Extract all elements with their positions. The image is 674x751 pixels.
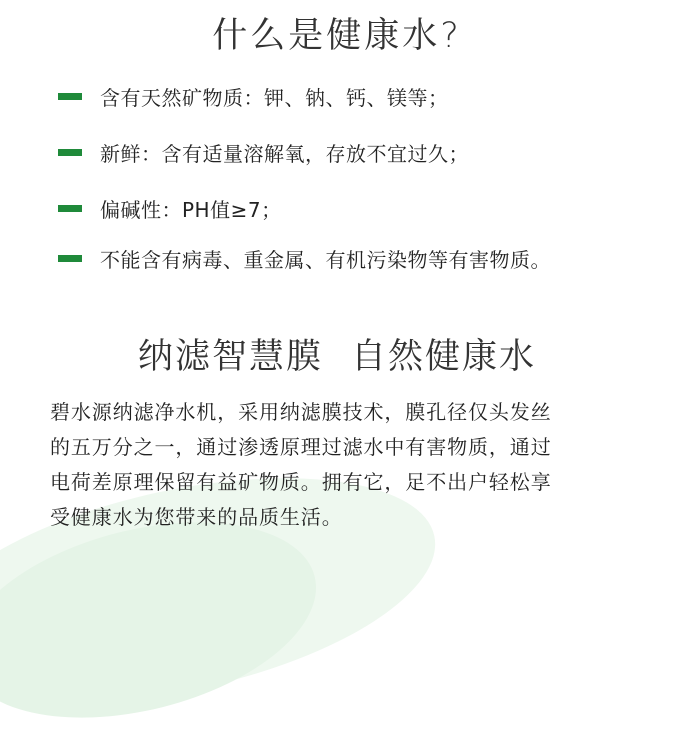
feature-text: 新鲜：含有适量溶解氧，存放不宜过久； <box>100 141 469 166</box>
description-paragraph <box>50 395 636 535</box>
title-part-2: 自然健康水 <box>351 337 537 377</box>
title-part-1: 纳滤智慧膜 <box>137 337 323 377</box>
feature-text: 偏碱性：PH值≥7； <box>100 197 282 222</box>
feature-item-alkaline <box>58 188 282 228</box>
feature-item-no-harmful <box>58 238 551 278</box>
paragraph-line: 电荷差原理保留有益矿物质。拥有它，足不出户轻松享 <box>50 470 552 494</box>
feature-text: 不能含有病毒、重金属、有机污染物等有害物质。 <box>100 247 551 272</box>
green-dash-icon <box>58 255 82 262</box>
green-dash-icon <box>58 93 82 100</box>
feature-item-minerals <box>58 76 449 116</box>
paragraph-line: 的五万分之一，通过渗透原理过滤水中有害物质，通过 <box>50 435 552 459</box>
healthy-water-title: 什么是健康水? <box>212 16 462 56</box>
nanofiltration-title <box>0 332 674 382</box>
feature-text: 含有天然矿物质：钾、钠、钙、镁等； <box>100 85 449 110</box>
green-dash-icon <box>58 149 82 156</box>
paragraph-line: 碧水源纳滤净水机，采用纳滤膜技术，膜孔径仅头发丝 <box>50 400 552 424</box>
feature-item-fresh <box>58 132 469 172</box>
paragraph-line: 受健康水为您带来的品质生活。 <box>50 505 343 529</box>
green-dash-icon <box>58 205 82 212</box>
